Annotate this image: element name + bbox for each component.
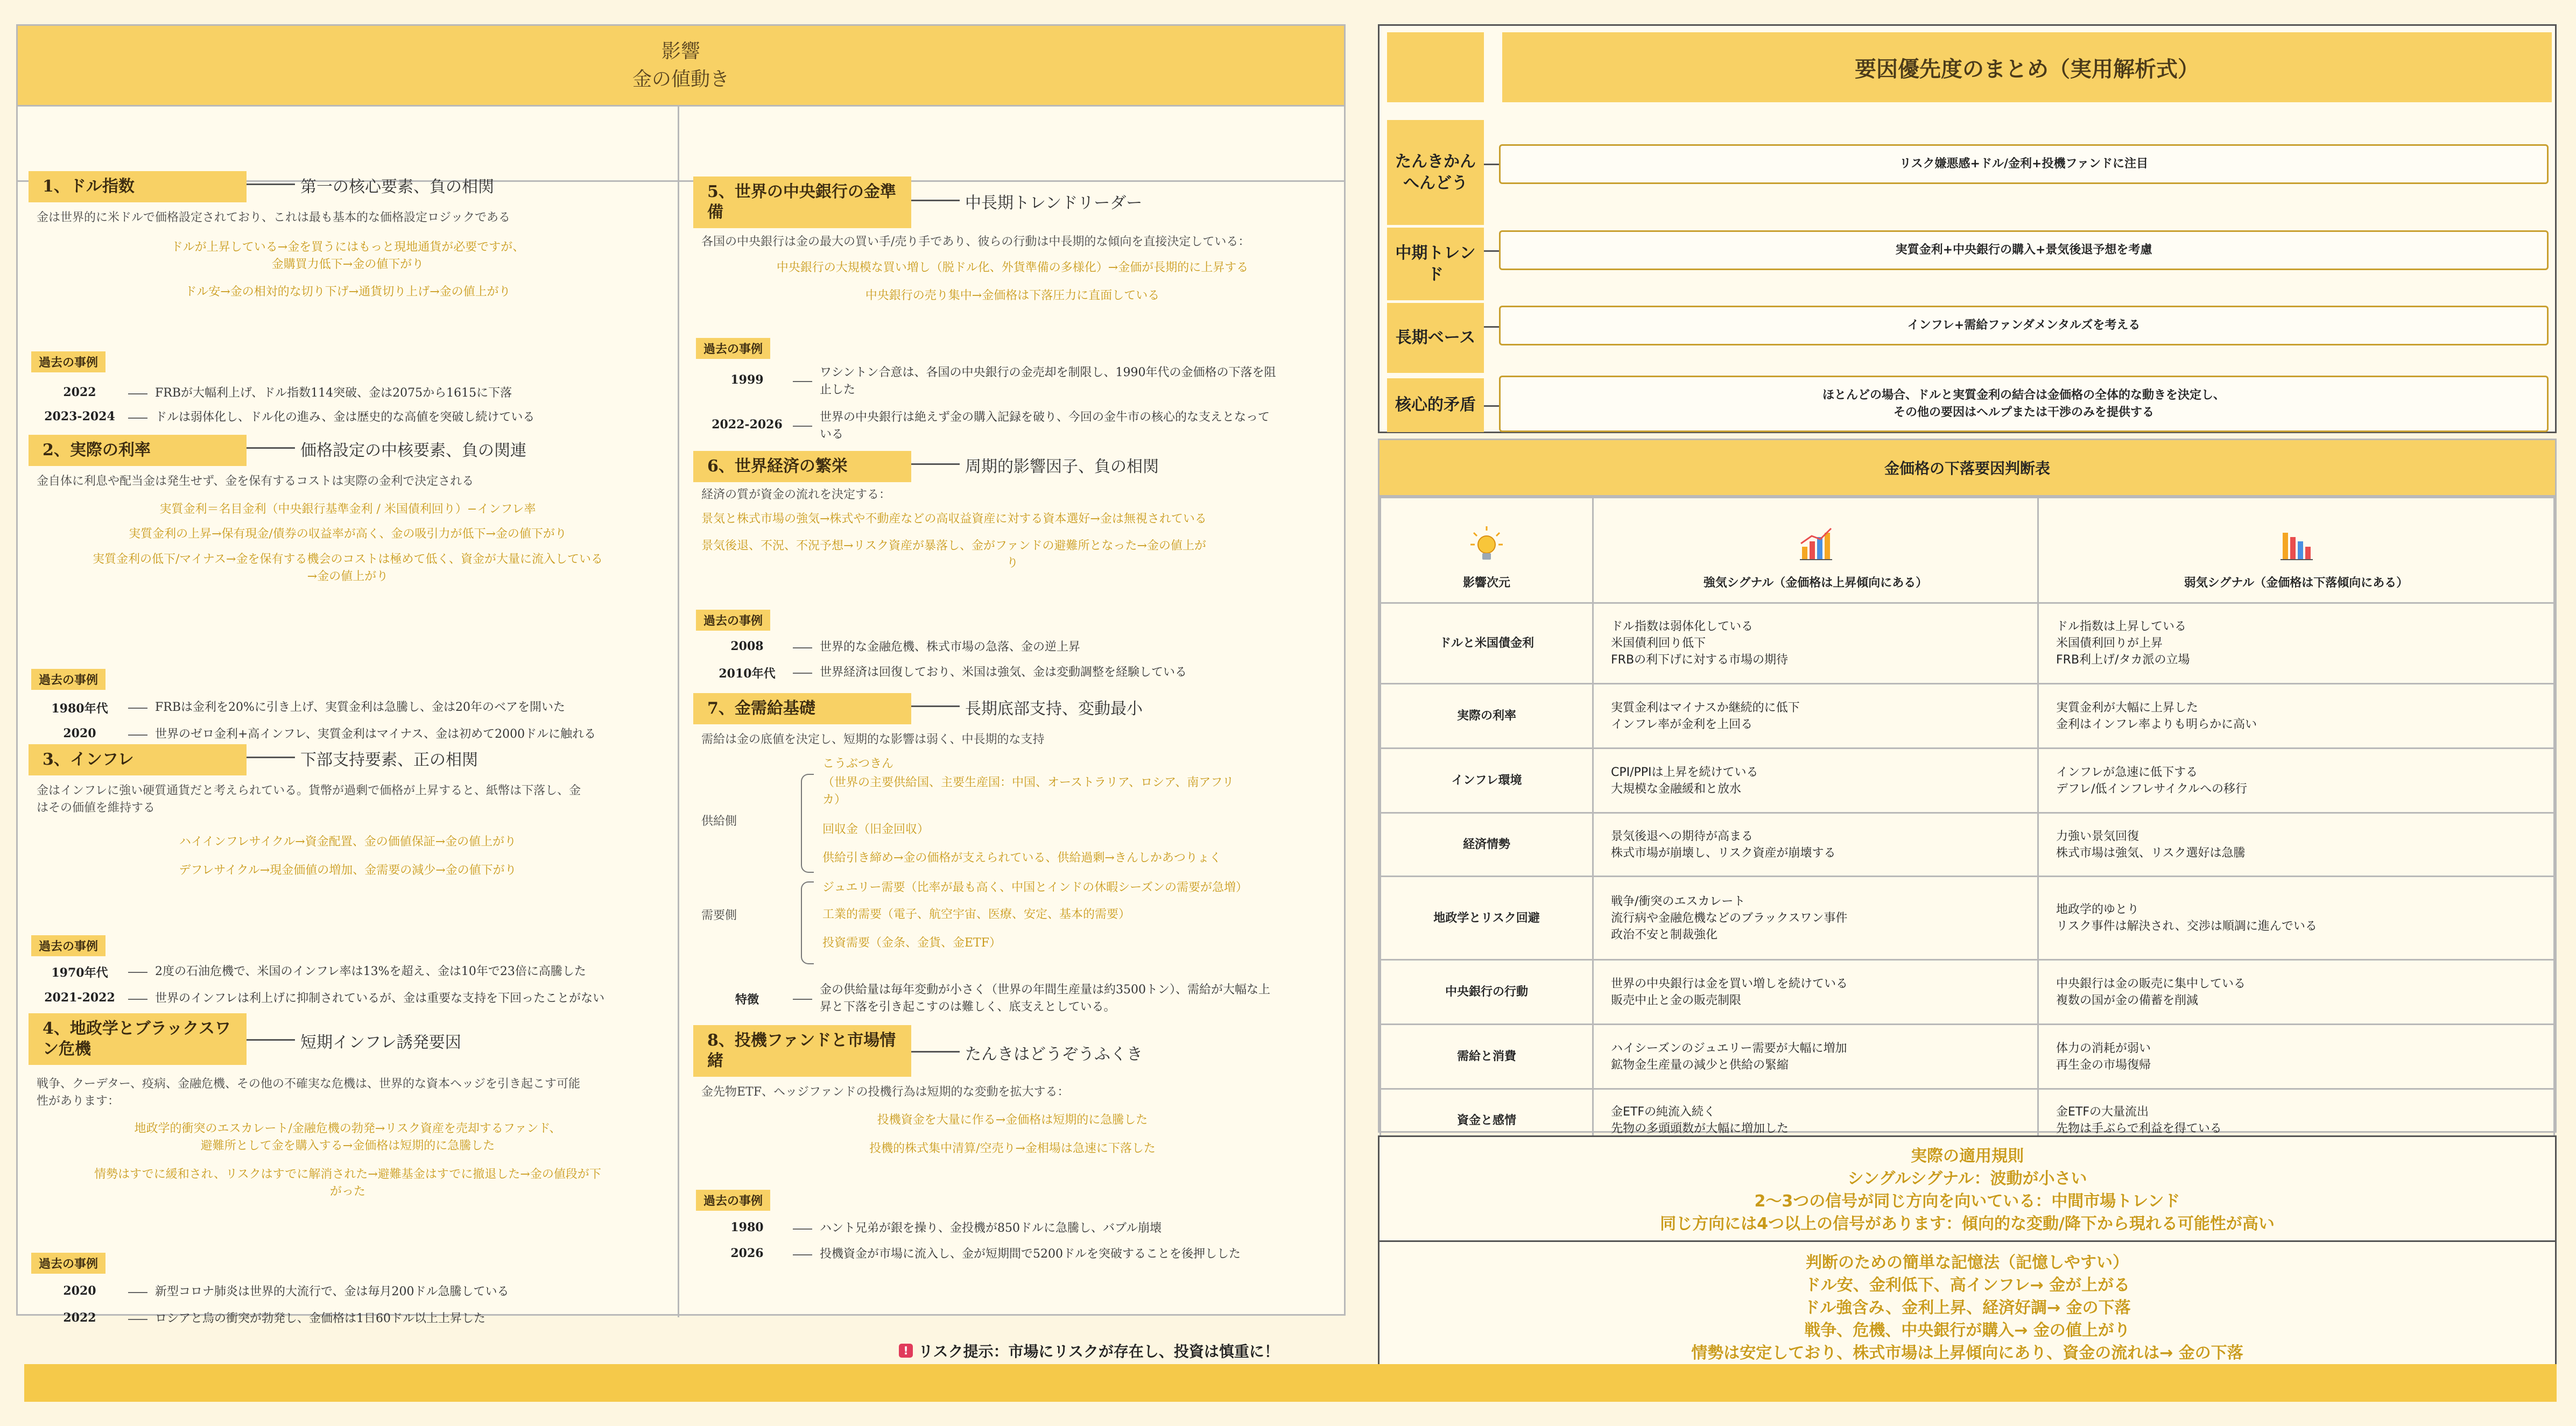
section-title: 1、ドル指数 xyxy=(29,171,247,202)
gold-line: 中央銀行の大規模な買い増し（脱ドル化、外貨準備の多様化）→金価が長期的に上昇する xyxy=(776,261,1249,274)
summary-text: 実質金利+中央銀行の購入+景気後退予想を考慮 xyxy=(1499,230,2549,270)
bear-line: 実質金利が大幅に上昇した xyxy=(2056,701,2199,715)
gold-line: →金の値上がり xyxy=(307,570,389,583)
bull-line: 戦争/衝突のエスカレート xyxy=(1611,894,1746,908)
bull-line: 株式市場が崩壊し、リスク資産が崩壊する xyxy=(1611,846,1836,860)
section-desc: 各国の中央銀行は金の最大の買い手/売り手であり、彼らの行動は中長期的な傾向を直接決定している： xyxy=(701,235,1250,249)
case-label: 過去の事例 xyxy=(696,610,770,631)
case-text: 新型コロナ肺炎は世界的大流行で、金は毎月200ドル急騰している xyxy=(155,1285,509,1298)
summary-label: 長期ベース xyxy=(1387,303,1484,373)
dim-cell: ドルと米国債金利 xyxy=(1381,603,1593,684)
section-subtitle: たんきはどうぞうふくき xyxy=(965,1045,1143,1064)
header-cell xyxy=(1381,498,1593,603)
bear-line: デフレ/低インフレサイクルへの移行 xyxy=(2056,782,2248,796)
bull-line: 大規模な金融緩和と放水 xyxy=(1611,782,1742,796)
case-dash xyxy=(128,1292,147,1293)
section-subtitle: 第一の核心要素、負の相関 xyxy=(300,178,494,196)
bear-cell xyxy=(2038,877,2554,960)
table-row xyxy=(1381,603,2554,684)
bull-line: FRBの利下げに対する市場の期待 xyxy=(1611,653,1789,667)
bull-cell xyxy=(1593,877,2038,960)
bull-line: CPI/PPIは上昇を続けている xyxy=(1611,765,1758,779)
case-year: 2010年代 xyxy=(719,667,776,681)
case-text: 世界経済は回復しており、米国は強気、金は変動調整を経験している xyxy=(820,666,1187,679)
gold-line: 実質金利の低下/マイナス→金を保有する機会のコストは極めて低く、資金が大量に流入している xyxy=(92,553,603,566)
bull-line: 実質金利はマイナスか継続的に低下 xyxy=(1611,701,1800,715)
case-text: ワシントン合意は、各国の中央銀行の金売却を制限し、1990年代の金価格の下落を阻 xyxy=(820,366,1276,379)
bear-cell xyxy=(2038,813,2554,877)
dim-cell: インフレ環境 xyxy=(1381,749,1593,813)
section-title: 6、世界経済の繁栄 xyxy=(693,451,911,482)
case-dash xyxy=(128,999,147,1000)
case-label: 過去の事例 xyxy=(696,1190,770,1211)
case-text: ドルは弱体化し、ドル化の進み、金は歴史的な高値を突破し続けている xyxy=(155,411,535,424)
section-title: 7、金需給基礎 xyxy=(693,693,911,724)
section-title-line: ン危機 xyxy=(43,1040,91,1058)
bull-line: 米国債利回り低下 xyxy=(1611,637,1706,650)
section-title-line: 5、世界の中央銀行の金準 xyxy=(707,182,896,201)
case-year: 2022-2026 xyxy=(712,418,783,432)
feature-label: 特徴 xyxy=(735,993,759,1007)
table-row xyxy=(1381,749,2554,813)
connector-line xyxy=(911,463,960,465)
case-text: 世界のインフレは利上げに抑制されているが、金は重要な支持を下回ったことがない xyxy=(155,992,605,1005)
rules-divider xyxy=(1380,1240,2555,1242)
header-text: 弱気シグナル（金価格は下落傾向にある） xyxy=(2184,576,2409,590)
bull-line: 金ETFの純流入続く xyxy=(1611,1105,1715,1119)
bear-line: 地政学的ゆとり xyxy=(2056,903,2139,916)
bear-line: FRB利上げ/タカ派の立場 xyxy=(2056,653,2190,667)
demand-label: 需要側 xyxy=(701,909,737,922)
case-year: 2022 xyxy=(63,1311,96,1325)
supply-item: 回収金（旧金回収） xyxy=(822,823,930,836)
case-dash xyxy=(128,972,147,973)
case-year: 1999 xyxy=(730,373,764,387)
connector-line xyxy=(247,1039,295,1041)
case-text: 世界のゼロ金利+高インフレ、実質金利はマイナス、金は初めて2000ドルに触れる xyxy=(155,728,596,741)
demand-item: 投資需要（金条、金貨、金ETF） xyxy=(822,936,1001,950)
bear-line: インフレが急速に低下する xyxy=(2056,765,2198,779)
demand-item: 工業的需要（電子、航空宇宙、医療、安定、基本的需要） xyxy=(822,908,1131,921)
gold-line: 景気後退、不況、不況予想→リスク資産が暴落し、金がファンドの避難所となった→金の値上が xyxy=(701,539,1206,553)
gold-line: デフレサイクル→現金価値の増加、金需要の減少→金の値下がり xyxy=(179,864,517,877)
gold-line: 実質金利＝名目金利（中央銀行基準金利 / 米国債利回り）−インフレ率 xyxy=(159,503,536,516)
case-dash xyxy=(793,426,812,427)
header-text: 影響次元 xyxy=(1462,576,1510,590)
case-dash xyxy=(793,647,812,648)
case-year: 1980 xyxy=(730,1220,764,1234)
dim-cell: 資金と感情 xyxy=(1381,1089,1593,1152)
bull-line: 世界の中央銀行は金を買い増しを続けている xyxy=(1611,977,1848,991)
dim-cell: 中央銀行の行動 xyxy=(1381,960,1593,1025)
section-title-line: 備 xyxy=(707,203,723,222)
bear-chart-icon xyxy=(2039,525,2553,566)
case-dash xyxy=(793,381,812,382)
connector-line xyxy=(911,1051,960,1053)
table-title: 金価格の下落要因判断表 xyxy=(1380,440,2555,497)
summary-arrow xyxy=(1484,326,1499,328)
bull-chart-icon xyxy=(1594,525,2037,566)
connector-line xyxy=(911,705,960,707)
supply-brace xyxy=(801,774,814,873)
memo-line: 情勢は安定しており、株式市場は上昇傾向にあり、資金の流れは→ 金の下落 xyxy=(1691,1344,2243,1363)
bear-cell xyxy=(2038,1025,2554,1089)
signal-table xyxy=(1380,497,2555,1153)
section-desc: 金自体に利息や配当金は発生せず、金を保有するコストは実際の金利で決定される xyxy=(37,475,474,488)
section-desc: 金は世界的に米ドルで価格設定されており、これは最も基本的な価格設定ロジックである xyxy=(37,211,511,224)
case-year: 2022 xyxy=(63,385,96,399)
bear-line: 金利はインフレ率よりも明らかに高い xyxy=(2056,717,2257,731)
bull-line: 流行病や金融危機などのブラックスワン事件 xyxy=(1611,911,1848,925)
footer-bar xyxy=(24,1364,2557,1402)
bear-line: 株式市場は強気、リスク選好は急騰 xyxy=(2056,846,2246,860)
section-title xyxy=(693,177,911,228)
gold-line: 金購買力低下→金の値下がり xyxy=(271,258,424,271)
case-year: 2026 xyxy=(730,1246,764,1260)
judgement-table xyxy=(1378,439,2557,1133)
table-row xyxy=(1381,960,2554,1025)
table-row xyxy=(1381,813,2554,877)
bear-line: リスク事件は解決され、交渉は順調に進んでいる xyxy=(2056,920,2317,933)
table-row xyxy=(1381,684,2554,749)
memo-line: ドル強含み、金利上昇、経済好調→ 金の下落 xyxy=(1804,1298,2131,1317)
section-title: 2、実際の利率 xyxy=(29,435,247,466)
bull-cell xyxy=(1593,684,2038,749)
bear-line: 金ETFの大量流出 xyxy=(2056,1105,2149,1119)
section-desc: 経済の質が資金の流れを決定する： xyxy=(701,488,891,502)
lightbulb-icon xyxy=(1382,525,1592,566)
supply-item: （世界の主要供給国、主要生産国：中国、オーストラリア、ロシア、南アフリ xyxy=(822,776,1234,789)
section-title-line: 4、地政学とブラックスワ xyxy=(43,1019,231,1038)
case-dash xyxy=(128,708,147,709)
section-subtitle: 中長期トレンドリーダー xyxy=(965,194,1143,213)
bull-line: ハイシーズンのジュエリー需要が大幅に増加 xyxy=(1611,1041,1847,1055)
bull-cell xyxy=(1593,749,2038,813)
gold-line: 景気と株式市場の強気→株式や不動産などの高収益資産に対する資本選好→金は無視されている xyxy=(701,512,1207,526)
case-year: 2020 xyxy=(63,1284,96,1298)
case-dash xyxy=(793,1229,812,1230)
summary-text-line: その他の要因はヘルプまたは干渉のみを提供する xyxy=(1893,405,2154,419)
supply-label: 供給側 xyxy=(701,815,737,828)
summary-title: 要因優先度のまとめ（実用解析式） xyxy=(1502,32,2552,102)
bull-cell xyxy=(1593,813,2038,877)
table-row xyxy=(1381,1025,2554,1089)
case-dash xyxy=(128,1319,147,1320)
bear-line: 力強い景気回復 xyxy=(2056,829,2139,843)
case-year: 2023-2024 xyxy=(44,410,115,423)
case-text: いる xyxy=(820,428,844,441)
summary-corner xyxy=(1387,32,1484,102)
demand-item: ジュエリー需要（比率が最も高く、中国とインドの休暇シーズンの需要が急増） xyxy=(822,881,1248,894)
summary-arrow xyxy=(1484,164,1499,165)
supply-item: こうぶつきん xyxy=(822,757,894,771)
panel-header xyxy=(18,26,1344,107)
section-subtitle: 下部支持要素、正の相関 xyxy=(300,751,478,770)
section-subtitle: 価格設定の中核要素、負の関連 xyxy=(300,441,526,460)
gold-line: 情勢はすでに緩和され、リスクはすでに解消された→避難基金はすでに撤退した→金の値段が下 xyxy=(94,1168,601,1181)
bear-cell xyxy=(2038,749,2554,813)
case-year: 1980年代 xyxy=(51,702,108,716)
summary-text xyxy=(1499,376,2549,432)
section-subtitle: 長期底部支持、変動最小 xyxy=(965,700,1143,718)
section-desc: 金はインフレに強い硬質通貨だと考えられている。貨幣が過剰で価格が上昇すると、紙幣は下落し、金 xyxy=(37,784,581,797)
connector-line xyxy=(247,183,295,185)
case-label: 過去の事例 xyxy=(31,351,105,372)
section-desc: 金先物ETF、ヘッジファンドの投機行為は短期的な変動を拡大する： xyxy=(701,1085,1069,1099)
bull-line: 政治不安と制裁強化 xyxy=(1611,928,1718,942)
bear-line: 複数の国が金の備蓄を削減 xyxy=(2056,993,2199,1007)
dim-cell: 地政学とリスク回避 xyxy=(1381,877,1593,960)
gold-line: 実質金利の上昇→保有現金/債券の収益率が高く、金の吸引力が低下→金の値下がり xyxy=(129,527,567,541)
supply-item: カ） xyxy=(822,793,847,807)
case-dash xyxy=(793,999,812,1000)
bull-line: 鉱物金生産量の減少と供給の緊縮 xyxy=(1611,1058,1789,1072)
case-text: ロシアと烏の衝突が勃発し、金価格は1日60ドル以上上昇した xyxy=(155,1312,485,1325)
dim-cell: 実際の利率 xyxy=(1381,684,1593,749)
risk-notice xyxy=(899,1340,1279,1361)
header-subtitle: 金の値動き xyxy=(632,68,729,90)
table-header-row xyxy=(1381,498,2554,603)
case-text: 投機資金が市場に流入し、金が短期間で5200ドルを突破することを後押しした xyxy=(820,1247,1241,1261)
bull-line: 販売中止と金の販売制限 xyxy=(1611,993,1742,1007)
bull-cell xyxy=(1593,1025,2038,1089)
case-text: FRBは金利を20%に引き上げ、実質金利は急騰し、金は20年のベアを開いた xyxy=(155,701,566,714)
summary-text-line: ほとんどの場合、ドルと実質金利の結合は金価格の全体的な動きを決定し、 xyxy=(1822,388,2225,402)
case-year: 1970年代 xyxy=(51,966,108,980)
case-text: 2度の石油危機で、米国のインフレ率は13%を超え、金は10年で23倍に高騰した xyxy=(155,965,586,978)
case-label: 過去の事例 xyxy=(696,338,770,359)
rules-line: 2～3つの信号が同じ方向を向いている：中間市場トレンド xyxy=(1754,1192,2180,1211)
gold-line: 地政学的衝突のエスカレート/金融危機の勃発→リスク資産を売却するファンド、 xyxy=(134,1122,561,1135)
gold-line: ドルが上昇している→金を買うにはもっと現地通貨が必要ですが、 xyxy=(171,241,525,254)
warning-icon: ! xyxy=(899,1344,913,1358)
bull-cell xyxy=(1593,960,2038,1025)
bear-line: 米国債利回りが上昇 xyxy=(2056,637,2163,650)
bear-line: ドル指数は上昇している xyxy=(2056,620,2187,633)
connector-line xyxy=(247,757,295,758)
bull-line: 景気後退への期待が高まる xyxy=(1611,829,1754,843)
case-dash xyxy=(793,1254,812,1255)
section-subtitle: 周期的影響因子、負の相関 xyxy=(965,457,1159,476)
case-dash xyxy=(128,735,147,736)
case-dash xyxy=(128,418,147,419)
case-year: 2008 xyxy=(730,639,764,653)
bear-line: 先物は手ぶらで利益を得ている xyxy=(2056,1122,2222,1135)
section-title-line: 8、投機ファンドと市場情 xyxy=(707,1031,896,1050)
gold-line: 投機的株式集中清算/空売り→金相場は急速に下落した xyxy=(869,1142,1156,1155)
gold-line: がった xyxy=(329,1185,365,1198)
gold-line: り xyxy=(1006,556,1018,570)
rules-line: 同じ方向には4つ以上の信号があります：傾向的な変動/降下から現れる可能性が高い xyxy=(1660,1215,2275,1233)
bull-cell xyxy=(1593,603,2038,684)
section-desc: はその価値を維持する xyxy=(37,801,156,815)
factors-panel xyxy=(16,24,1346,1325)
memo-title: 判断のための簡単な記憶法（記憶しやすい） xyxy=(1806,1253,2129,1272)
summary-label: 中期トレンド xyxy=(1387,228,1484,300)
gold-line: 投機資金を大量に作る→金価格は短期的に急騰した xyxy=(877,1113,1148,1127)
priority-summary xyxy=(1378,24,2557,433)
section-desc: 需給は金の底値を決定し、短期的な影響は弱く、中長期的な支持 xyxy=(701,733,1045,746)
connector-line xyxy=(911,200,960,201)
case-text: 世界の中央銀行は絶えず金の購入記録を破り、今回の金牛市の核心的な支えとなって xyxy=(820,411,1270,424)
case-text: 世界的な金融危機、株式市場の急落、金の逆上昇 xyxy=(820,640,1081,654)
bear-cell xyxy=(2038,603,2554,684)
dim-cell: 需給と消費 xyxy=(1381,1025,1593,1089)
rules-title: 実際の適用規則 xyxy=(1911,1147,2024,1166)
feature-text: 昇と下落を引き起こすのは難しく、底支えとしている。 xyxy=(820,1000,1116,1014)
bull-line: 先物の多頭頭数が大幅に増加した xyxy=(1611,1122,1789,1135)
feature-text: 金の供給量は毎年変動が小さく（世界の年間生産量は約3500トン）、需給が大幅な上 xyxy=(820,983,1270,997)
connector-line xyxy=(247,447,295,449)
bear-cell xyxy=(2038,684,2554,749)
demand-brace xyxy=(801,881,814,964)
bear-line: 再生金の市場復帰 xyxy=(2056,1058,2151,1072)
header-title: 影響 xyxy=(661,40,700,62)
gold-line: ドル安→金の相対的な切り下げ→通貨切り上げ→金の値上がり xyxy=(185,285,511,299)
case-label: 過去の事例 xyxy=(31,935,105,956)
supply-item: 供給引き締め→金の価格が支えられている、供給過剰→きんしかあつりょく xyxy=(822,851,1221,865)
summary-label: たんきかんへんどう xyxy=(1387,120,1484,225)
case-label: 過去の事例 xyxy=(31,669,105,690)
bear-line: 体力の消耗が弱い xyxy=(2056,1041,2151,1055)
section-title xyxy=(29,1013,247,1065)
memo-line: ドル安、金利低下、高インフレ→ 金が上がる xyxy=(1804,1276,2130,1295)
case-year: 2020 xyxy=(63,726,96,740)
summary-label: 核心的矛盾 xyxy=(1387,378,1484,432)
case-dash xyxy=(128,393,147,394)
case-text: FRBが大幅利上げ、ドル指数114突破、金は2075から1615に下落 xyxy=(155,386,512,400)
section-desc: 戦争、クーデター、疫病、金融危機、その他の不確実な危機は、世界的な資本ヘッジを引き起こす可能 xyxy=(37,1077,581,1091)
table-row xyxy=(1381,877,2554,960)
section-desc: 性があります： xyxy=(37,1095,120,1108)
summary-text: インフレ+需給ファンダメンタルズを考える xyxy=(1499,306,2549,345)
gold-line: 避難所として金を購入する→金価格は短期的に急騰した xyxy=(200,1139,495,1153)
case-year: 2021-2022 xyxy=(44,991,115,1005)
section-title xyxy=(693,1025,911,1077)
section-title: 3、インフレ xyxy=(29,744,247,775)
section-subtitle: 短期インフレ誘発要因 xyxy=(300,1033,461,1052)
bear-cell xyxy=(2038,960,2554,1025)
bear-line: 中央銀行は金の販売に集中している xyxy=(2056,977,2246,991)
header-cell xyxy=(2038,498,2554,603)
bull-line: インフレ率が金利を上回る xyxy=(1611,717,1753,731)
case-label: 過去の事例 xyxy=(31,1253,105,1274)
risk-text: リスク提示：市場にリスクが存在し、投資は慎重に！ xyxy=(918,1343,1279,1360)
rules-line: シングルシグナル：波動が小さい xyxy=(1847,1169,2087,1188)
case-dash xyxy=(793,673,812,674)
bull-line: ドル指数は弱体化している xyxy=(1611,620,1754,633)
summary-arrow xyxy=(1484,250,1499,252)
summary-text: リスク嫌悪感+ドル/金利+投機ファンドに注目 xyxy=(1499,144,2549,184)
section-title-line: 緒 xyxy=(707,1051,723,1070)
gold-line: ハイインフレサイクル→資金配置、金の価値保証→金の値上がり xyxy=(179,835,517,849)
case-text: ハント兄弟が銀を操り、金投機が850ドルに急騰し、バブル崩壊 xyxy=(820,1222,1162,1235)
panel-subheader xyxy=(18,107,1344,182)
header-text: 強気シグナル（金価格は上昇傾向にある） xyxy=(1703,576,1928,590)
memo-line: 戦争、危機、中央銀行が購入→ 金の値上がり xyxy=(1804,1321,2130,1340)
summary-arrow xyxy=(1484,405,1499,407)
rules-box xyxy=(1378,1135,2557,1367)
dim-cell: 経済情勢 xyxy=(1381,813,1593,877)
header-cell xyxy=(1593,498,2038,603)
case-text: 止した xyxy=(820,383,856,397)
gold-line: 中央銀行の売り集中→金価格は下落圧力に直面している xyxy=(865,289,1160,302)
